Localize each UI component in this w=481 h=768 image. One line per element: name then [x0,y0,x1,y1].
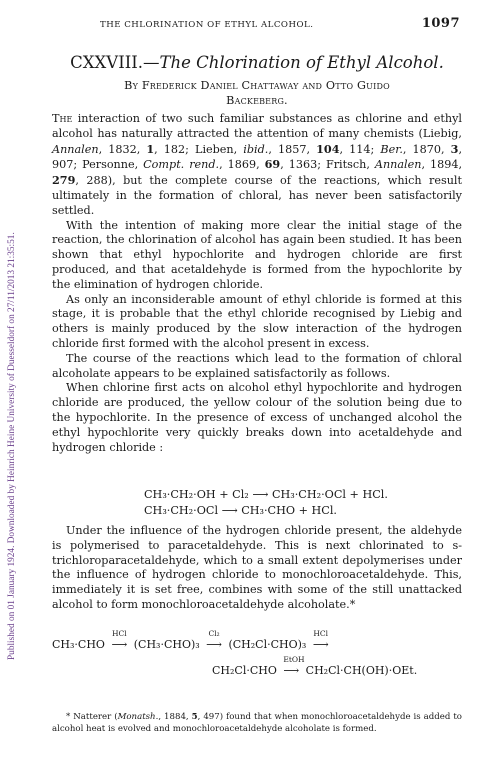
article-body-continued [52,524,462,613]
download-stamp: Published on 01 January 1924. Downloaded by Heinrich Heine University of Duesseldorf on 27/11/2013 21:35:51. [7,232,17,660]
paragraph-3: As only an inconsiderable amount of ethyl chloride is formed at this stage, it is probable that the ethyl chloride recognised by Liebig and others is mainly produced by the slow interaction of the hydrogen chloride first formed with the alcohol present in excess. [52,292,462,350]
paragraph-4: The course of the reactions which lead to the formation of chloral alcoholate appears to be explained satisfactorily as follows. [52,351,462,380]
reaction-arrow-icon: ⟶ [111,638,128,651]
paragraph-5: When chlorine first acts on alcohol ethyl hypochlorite and hydrogen chloride are produced, the yellow colour of the solution being due to the hypochlorite. In the presence of excess of unchanged alcohol the ethyl hypochlorite very quickly breaks down into acetaldehyde and hydrogen chloride : [52,381,462,454]
equation-1-rhs: CH₃·CH₂·OCl + HCl. [271,488,388,501]
scheme-arrow-3 [312,629,329,651]
page-number: 1097 [421,16,460,31]
footnote-text: * Natterer (Monatsh., 1884, 5, 497) found that when monochloroacetaldehyde is added to alcohol heat is evolved and monochloroacetaldehyde alcoholate is formed. [52,712,462,734]
scheme-arrow-4-label: EtOH [283,655,305,664]
paragraph-1: The interaction of two such familiar substances as chlorine and ethyl alcohol has naturally attracted the attention of many chemists (Liebig, Annalen, 1832, 1, 182; Lieben, ibid., 1857, 104, 114; Ber., 1870, 3, 907; Personne, Compt. rend., 1869, 69, 1363; Fritsch, Annalen, 1894, 279, 288), but the complete course of the reactions, which result ultimately in the formation of chloral, has never been satisfactorily settled. [52,112,463,217]
reaction-arrow-icon: ⟶ [283,664,300,677]
reaction-arrow-icon: ⟶ [252,488,272,501]
scheme-arrow-1 [111,629,128,651]
scheme-species-5: CH₂Cl·CH(OH)·OEt. [305,664,418,677]
reaction-scheme [52,629,472,708]
scheme-arrow-2 [206,629,222,651]
article-body [52,112,462,455]
article-number: CXXVIII.— [70,53,160,72]
article-title-text: The Chlorination of Ethyl Alcohol. [159,53,444,72]
article-title [52,53,462,72]
author-line-1: By Frederick Daniel Chattaway and Otto Guido [124,79,390,92]
running-title: THE CHLORINATION OF ETHYL ALCOHOL. [100,20,314,30]
scheme-arrow-3-label: HCl [313,629,329,638]
scheme-arrow-4 [283,655,305,677]
scheme-row-2 [212,655,418,677]
equation-1-lhs: CH₃·CH₂·OH + Cl₂ [144,488,249,501]
scheme-arrow-1-label: HCl [112,629,127,638]
author-line-2: Backeberg. [226,94,288,107]
scheme-species-2: (CH₃·CHO)₃ [133,638,200,651]
paragraph-6: Under the influence of the hydrogen chloride present, the aldehyde is polymerised to paracetaldehyde. This is next chlorinated to s-trichloroparacetaldehyde, which to a small extent depolymerises under the influence of hydrogen chloride to monochloroacetaldehyde. This, immediately it is set free, combines with some of the still unattacked alcohol to form monochloroacetaldehyde alcoholate.* [52,524,462,611]
footnote [52,712,462,735]
reaction-arrow-icon: ⟶ [312,638,329,651]
reaction-arrow-icon: ⟶ [221,503,242,517]
equation-2-lhs: CH₃·CH₂·OCl [144,503,219,517]
scheme-species-4: CH₂Cl·CHO [212,664,277,677]
equation-2-rhs: CH₃·CHO + HCl. [241,503,337,517]
scheme-species-1: CH₃·CHO [52,638,105,651]
running-header [100,18,460,34]
scheme-arrow-2-label: Cl₂ [208,629,220,638]
equation-1 [52,487,462,503]
scheme-row-1 [52,629,332,651]
reaction-arrow-icon: ⟶ [206,638,222,651]
author-byline [52,78,462,108]
scheme-species-3: (CH₂Cl·CHO)₃ [228,638,307,651]
equation-2 [52,503,462,519]
paragraph-2: With the intention of making more clear the initial stage of the reaction, the chlorination of alcohol has again been studied. It has been shown that ethyl hypochlorite and hydrogen chloride are first produced, and that acetaldehyde is formed from the hypochlorite by the elimination of hydrogen chloride. [52,218,462,291]
equation-block [52,487,462,518]
